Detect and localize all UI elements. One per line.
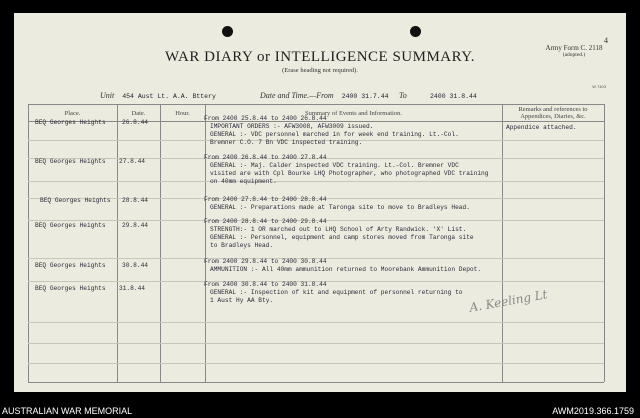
small-code: W 7403 [592, 84, 606, 89]
header-date: Date. [131, 110, 146, 117]
entry-summary-line: GENERAL :- Inspection of kit and equipment of personnel returning to [210, 289, 463, 296]
punch-hole [222, 26, 233, 37]
entry-date: 28.8.44 [122, 197, 148, 204]
column-rule [205, 104, 206, 382]
entry-summary-line: AMMUNITION :- All 40mm ammunition returned to Moorebank Ammunition Depot. [210, 266, 482, 273]
row-rule [28, 181, 604, 182]
header-summary: Summary of Events and Information. [305, 110, 402, 117]
entry-date: 30.8.44 [122, 262, 148, 269]
column-rule [604, 104, 605, 382]
table-rule [28, 104, 604, 105]
to-line [430, 91, 477, 100]
entry-place: BEQ Georges Heights [35, 158, 106, 165]
entry-summary-line: From 2400 30.8.44 to 2400 31.8.44 [204, 281, 327, 288]
header-hour: Hour. [175, 110, 190, 117]
entry-date: 27.8.44 [119, 158, 145, 165]
page-subtitle: (Erase heading not required). [282, 67, 358, 74]
entry-summary-line: From 2400 25.8.44 to 2400 26.8.44 [204, 115, 327, 122]
entry-date: 29.8.44 [122, 222, 148, 229]
footer-institution: AUSTRALIAN WAR MEMORIAL [2, 406, 133, 416]
header-place: Place. [64, 110, 81, 117]
to-value: 2400 31.8.44 [430, 93, 477, 100]
entry-summary-line: STRENGTH:- 1 OR marched out to LHQ School of Arty Randwick. 'X' List. [210, 226, 467, 233]
entry-summary-line: GENERAL :- Personnel, equipment and camp stores moved from Taronga site [210, 234, 474, 241]
corner-mark: 4 [604, 36, 608, 45]
entry-place: BEQ Georges Heights [35, 119, 106, 126]
row-rule [28, 343, 604, 344]
unit-label: Unit [100, 91, 115, 100]
entry-summary-line: on 40mm equipment. [210, 178, 277, 185]
form-number: Army Form C. 2118 [545, 44, 603, 52]
entry-summary-line: GENERAL :- Preparations made at Taronga site to move to Bradleys Head. [210, 204, 470, 211]
date-line [260, 91, 389, 100]
entry-summary-line: GENERAL :- Maj. Calder inspected VDC training. Lt.-Col. Bremner VDC [210, 162, 459, 169]
entry-summary-line: From 2400 26.8.44 to 2400 27.8.44 [204, 154, 327, 161]
entry-place: BEQ Georges Heights [35, 222, 106, 229]
table-rule [28, 382, 604, 383]
column-rule [28, 104, 29, 382]
entry-date: 31.8.44 [119, 285, 145, 292]
entry-summary-line: Bremner C.O. 7 Bn VDC inspected training. [210, 139, 363, 146]
unit-value: 454 Aust Lt. A.A. Bttery [122, 93, 216, 100]
entry-summary-line: IMPORTANT ORDERS :- AFW3008, AFW3009 issued. [210, 123, 374, 130]
date-time-label: Date and Time.—From [260, 91, 334, 100]
form-reference [542, 36, 608, 58]
entry-place: BEQ Georges Heights [35, 262, 106, 269]
column-rule [502, 104, 503, 382]
row-rule [28, 363, 604, 364]
header-remarks: Remarks and references to Appendices, Diaries, &c. [518, 106, 588, 120]
entry-summary-line: 1 Aust Hy AA Bty. [210, 297, 274, 304]
form-adopted: (adopted.) [562, 52, 586, 58]
entry-summary-line: GENERAL :- VDC personnel marched in for week end training. Lt.-Col. [210, 131, 459, 138]
footer-accession: AWM2019.366.1759 [552, 406, 634, 416]
entry-summary-line: From 2400 27.8.44 to 2400 28.8.44 [204, 196, 327, 203]
entry-remarks: Appendice attached. [506, 124, 577, 131]
page-title: WAR DIARY or INTELLIGENCE SUMMARY. [165, 49, 475, 65]
to-label: To [399, 91, 407, 100]
entry-place: BEQ Georges Heights [35, 285, 106, 292]
row-rule [28, 322, 604, 323]
entry-place: BEQ Georges Heights [40, 197, 111, 204]
entry-summary-line: From 2400 29.8.44 to 2400 30.8.44 [204, 258, 327, 265]
column-rule [117, 104, 118, 382]
diary-page [14, 13, 626, 392]
punch-hole [410, 26, 421, 37]
entry-date: 26.8.44 [122, 119, 148, 126]
entry-summary-line: to Bradleys Head. [210, 242, 274, 249]
from-value: 2400 31.7.44 [341, 93, 389, 100]
archive-footer [0, 402, 640, 418]
unit-line [100, 91, 216, 100]
signature: A. Keeling Lt [468, 287, 549, 315]
column-rule [160, 104, 161, 382]
entry-summary-line: visited are with Cpl Bourke LHQ Photographer, who photographed VDC training [210, 170, 489, 177]
entry-summary-line: From 2400 28.8.44 to 2400 29.8.44 [204, 218, 327, 225]
